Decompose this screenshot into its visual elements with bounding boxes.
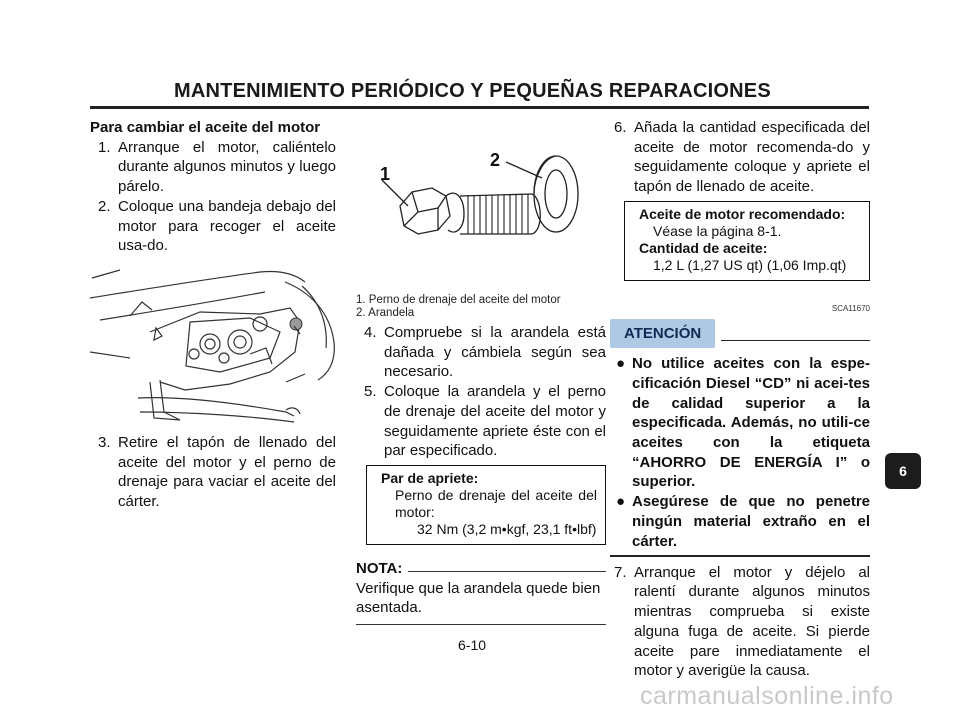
watermark: carmanualsonline.info: [640, 682, 894, 710]
header-rule: [90, 106, 869, 109]
figure-caption-2: 2. Arandela: [356, 306, 415, 319]
step-6: [606, 118, 870, 197]
step-2: [90, 197, 336, 256]
warning-text: No utilice aceites con la espe-cificación Diesel “CD” ni acei-tes de calidad superior a la especificada. Además, no utili-ce aceites con la etiqueta “AHORRO DE ENERGÍA I” o superior.: [632, 355, 870, 491]
step-text: Coloque una bandeja debajo del motor para recoger el aceite usa-do.: [118, 197, 336, 255]
engine-illustration: [90, 262, 336, 427]
step-number: 6.: [614, 119, 627, 136]
column-right: [606, 118, 870, 681]
atencion-heading: [610, 319, 870, 349]
oil-type-title: Aceite de motor recomendado:: [639, 205, 846, 222]
step-5: [356, 382, 606, 461]
warning-item-1: [614, 354, 870, 492]
figure-caption-1: 1. Perno de drenaje del aceite del motor: [356, 294, 561, 306]
drain-bolt-and-washer-illustration: [356, 118, 586, 294]
nota-heading: [356, 559, 606, 579]
step-4: [356, 323, 606, 382]
step-number: 3.: [98, 433, 111, 451]
step-text: Retire el tapón de llenado del aceite del motor y el perno de drenaje para vaciar el aceite del cárter.: [118, 433, 336, 511]
step-text: Añada la cantidad especificada del aceite de motor recomenda-do y seguidamente coloque y apriete el tapón de llenado de aceite.: [634, 119, 870, 196]
step-number: 7.: [614, 563, 627, 581]
step-text: Coloque la arandela y el perno de drenaje del aceite del motor y seguidamente apriete éste con el par especificado.: [384, 383, 606, 460]
section-heading: Para cambiar el aceite del motor: [90, 119, 321, 136]
chapter-tab: 6: [885, 453, 921, 489]
column-left: [90, 118, 336, 512]
step-text: Arranque el motor, caliéntelo durante algunos minutos y luego párelo.: [118, 138, 336, 196]
step-3: [90, 433, 336, 512]
torque-value: 32 Nm (3,2 m•kgf, 23,1 ft•lbf): [417, 520, 597, 537]
step-number: 5.: [364, 383, 377, 401]
step-1: [90, 138, 336, 197]
torque-item: Perno de drenaje del aceite del motor:: [395, 486, 597, 520]
warning-bottom-rule: [610, 555, 870, 557]
callout-1: 1: [380, 164, 391, 184]
page-number: 6-10: [458, 637, 487, 653]
step-number: 2.: [98, 197, 111, 215]
nota-rule: [408, 571, 606, 572]
callout-2: 2: [490, 150, 501, 170]
bullet-icon: ●: [616, 493, 626, 511]
step-text: Compruebe si la arandela está dañada y cámbiela según sea necesario.: [384, 324, 606, 381]
warning-item-2: [614, 492, 870, 551]
page-header-title: MANTENIMIENTO PERIÓDICO Y PEQUEÑAS REPARACIONES: [174, 80, 771, 102]
step-text: Arranque el motor y déjelo al ralentí durante algunos minutos mientras comprueba si existe alguna fuga de aceite. Si pierde aceite pare inmediatamente el motor y averigüe la causa.: [634, 563, 870, 680]
atencion-rule: [721, 340, 870, 342]
step-number: 1.: [98, 138, 111, 156]
torque-spec-box: [366, 465, 606, 545]
nota-label: NOTA:: [356, 559, 403, 577]
nota-text: Verifique que la arandela quede bien asentada.: [356, 579, 601, 617]
warning-code: SCA11670: [831, 303, 870, 313]
torque-title: Par de apriete:: [381, 469, 479, 486]
step-7: [606, 563, 870, 681]
column-middle: [356, 118, 606, 625]
atencion-label: ATENCIÓN: [610, 319, 715, 349]
oil-quantity-title: Cantidad de aceite:: [639, 239, 768, 256]
step-number: 4.: [364, 324, 377, 341]
oil-quantity-value: 1,2 L (1,27 US qt) (1,06 Imp.qt): [653, 256, 847, 273]
oil-type-value: Véase la página 8-1.: [653, 222, 782, 239]
oil-spec-box: [624, 201, 870, 281]
warning-text: Asegúrese de que no penetre ningún material extraño en el cárter.: [632, 493, 870, 550]
nota-bottom-rule: [356, 624, 606, 625]
bullet-icon: ●: [616, 355, 626, 373]
